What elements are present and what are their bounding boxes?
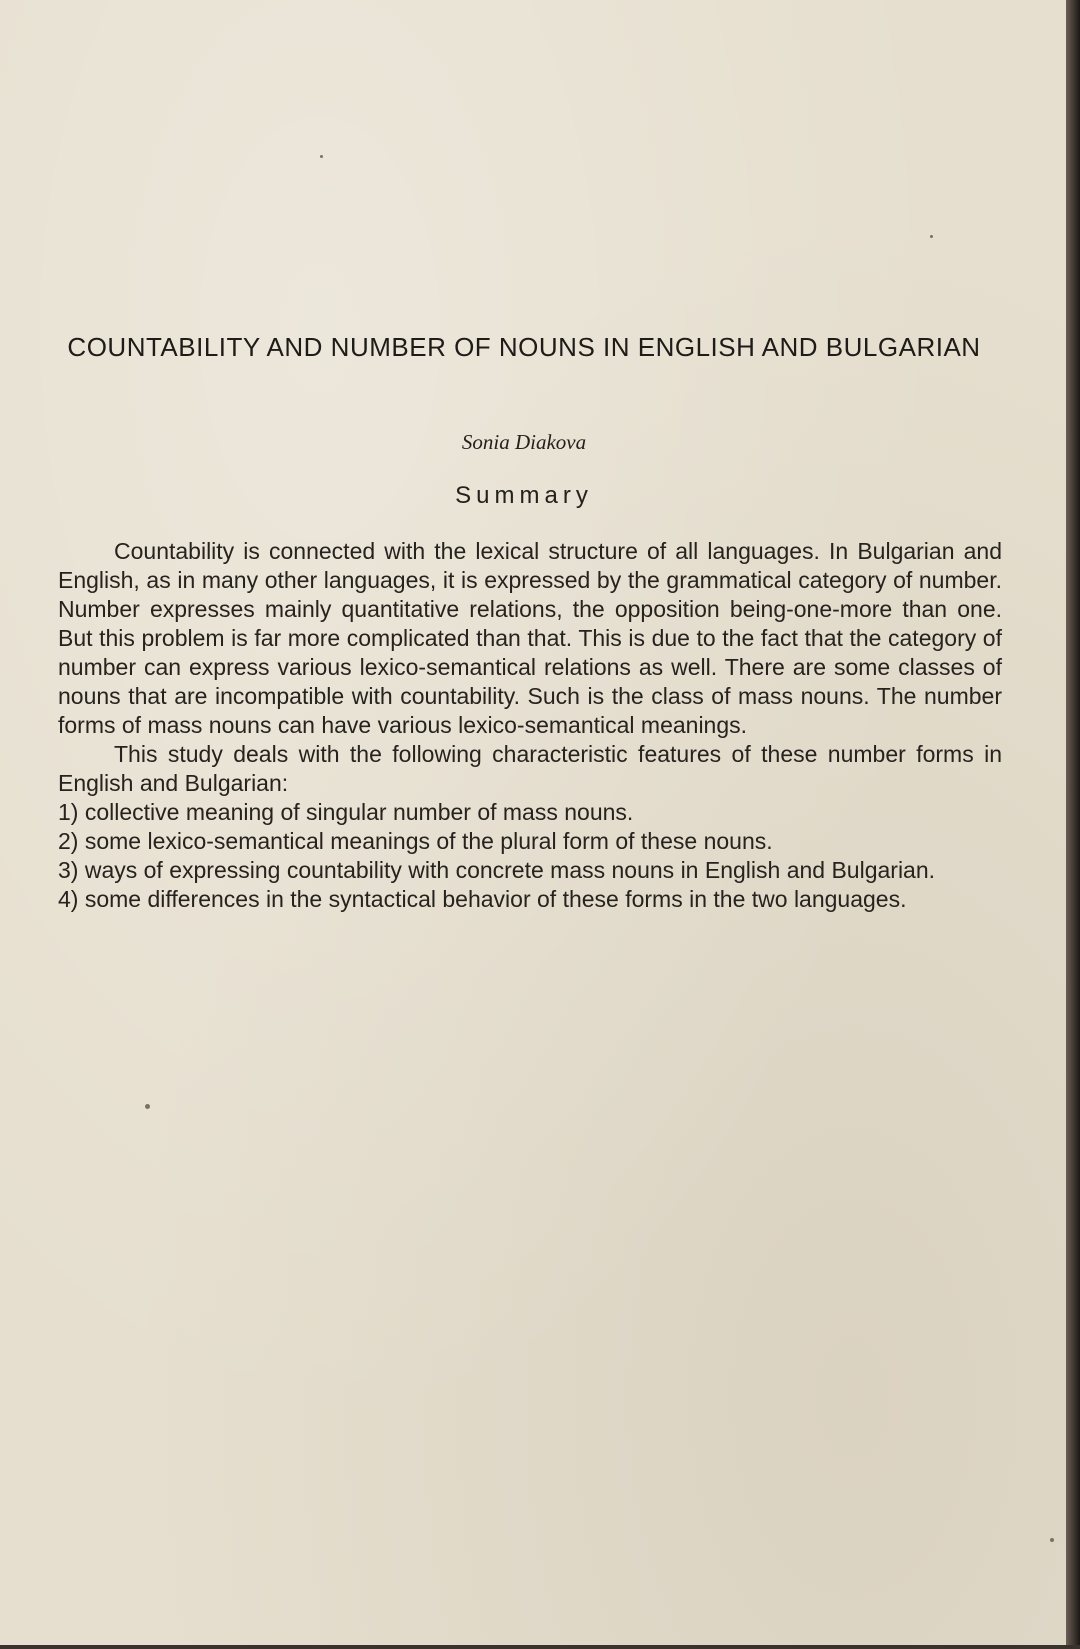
summary-paragraph-2: This study deals with the following characteristic features of these number forms in English and Bulgarian: <box>58 741 1002 796</box>
paper-speck <box>930 235 933 238</box>
list-item-1: 1) collective meaning of singular number of mass nouns. <box>58 799 634 825</box>
paper-speck <box>1050 1538 1054 1542</box>
page-binding-edge <box>1066 0 1080 1649</box>
page-bottom-edge <box>0 1645 1080 1649</box>
summary-heading: Summary <box>455 482 593 509</box>
list-item-4: 4) some differences in the syntactical behavior of these forms in the two languages. <box>58 886 907 912</box>
summary-body <box>58 537 1002 914</box>
author-name: Sonia Diakova <box>461 430 587 454</box>
paper-speck <box>145 1104 150 1109</box>
list-item-2: 2) some lexico-semantical meanings of the plural form of these nouns. <box>58 828 773 854</box>
paper-speck <box>320 155 323 158</box>
summary-paragraph-1: Countability is connected with the lexical structure of all languages. In Bulgarian and English, as in many other languages, it is expressed by the grammatical category of number. Number expresses mainly quantitative relations, the opposition being-one-more than one. But this problem is far more complicated than that. This is due to the fact that the category of number can express various lexico-semantical relations as well. There are some classes of nouns that are incompatible with countability. Such is the class of mass nouns. The number forms of mass nouns can have various lexico-semantical meanings. <box>58 538 1002 738</box>
article-title: COUNTABILITY AND NUMBER OF NOUNS IN ENGLISH AND BULGARIAN <box>67 332 981 362</box>
list-item-3: 3) ways of expressing countability with concrete mass nouns in English and Bulgarian. <box>58 857 936 883</box>
